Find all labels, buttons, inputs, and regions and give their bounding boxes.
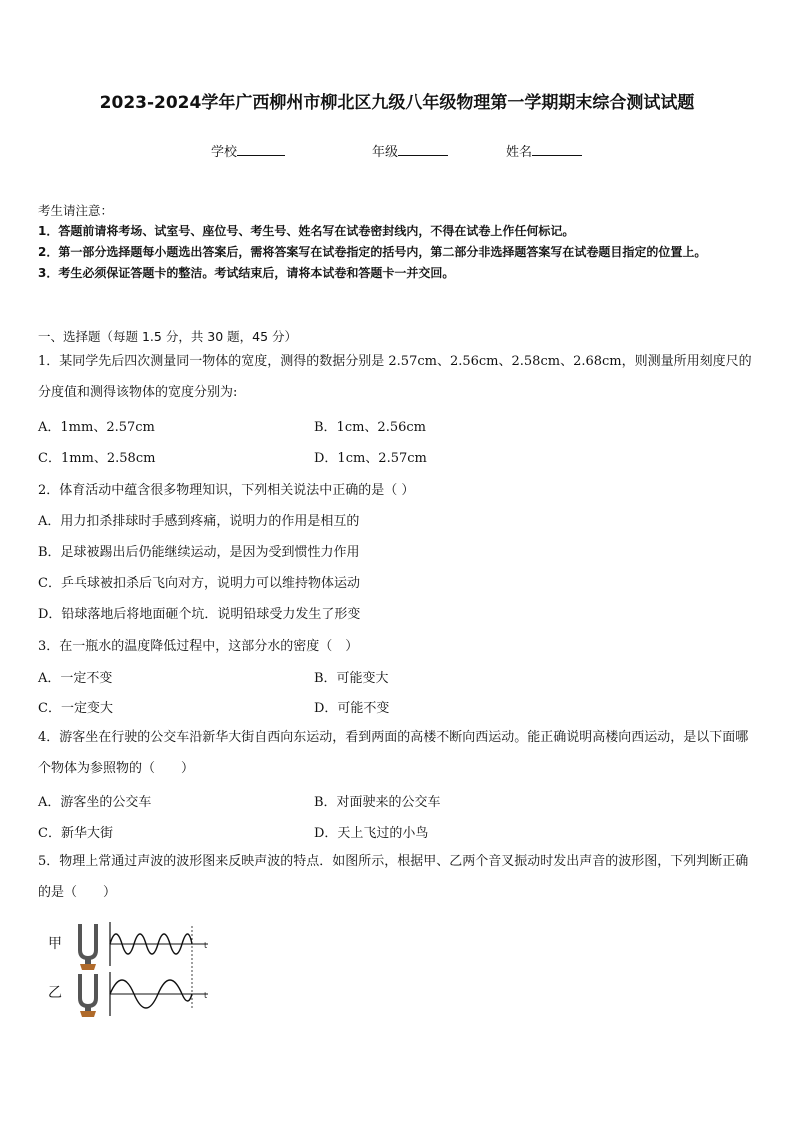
name-blank[interactable] (532, 143, 582, 156)
tuning-fork-yi-icon (80, 974, 96, 1017)
q1-option-a[interactable]: A．1mm、2.57cm (38, 420, 155, 435)
question-1-stem: 1．某同学先后四次测量同一物体的宽度，测得的数据分别是 2.57cm、2.56cm、2.58cm、2.68cm，则测量所用刻度尺的分度值和测得该物体的宽度分别为: (38, 354, 752, 400)
waveform-yi (110, 972, 208, 1016)
q3-option-a[interactable]: A．一定不变 (38, 671, 113, 686)
notice-item-1: 1．答题前请将考场、试室号、座位号、考生号、姓名写在试卷密封线内，不得在试卷上作任何标记。 (38, 224, 575, 238)
q1-option-c[interactable]: C．1mm、2.58cm (38, 451, 156, 466)
notice-block (38, 200, 760, 284)
name-label: 姓名 (506, 145, 533, 160)
svg-text:t: t (204, 941, 208, 950)
name-field (506, 141, 582, 160)
waveform-jia (110, 922, 208, 966)
notice-item-3: 3．考生必须保证答题卡的整洁。考试结束后，请将本试卷和答题卡一并交回。 (38, 266, 455, 280)
section-heading: 一、选择题（每题 1.5 分，共 30 题，45 分） (38, 329, 298, 344)
exam-title: 2023-2024学年广西柳州市柳北区九级八年级物理第一学期期末综合测试试题 (99, 93, 695, 113)
q3-option-b[interactable]: B．可能变大 (314, 671, 389, 686)
school-blank[interactable] (237, 143, 285, 156)
question-2-stem: 2．体育活动中蕴含很多物理知识，下列相关说法中正确的是（ ） (38, 483, 415, 498)
question-5-stem: 5．物理上常通过声波的波形图来反映声波的特点．如图所示，根据甲、乙两个音叉振动时发出声音的波形图，下列判断正确的是（ ） (38, 854, 749, 900)
question-4-stem: 4．游客坐在行驶的公交车沿新华大街自西向东运动，看到两面的高楼不断向西运动。能正确说明高楼向西运动，是以下面哪个物体为参照物的（ ） (38, 730, 749, 776)
notice-item-2: 2．第一部分选择题每小题选出答案后，需将答案写在试卷指定的括号内，第二部分非选择题答案写在试卷题目指定的位置上。 (38, 245, 707, 259)
figure-label-jia: 甲 (48, 936, 62, 952)
q2-option-a[interactable]: A．用力扣杀排球时手感到疼痛，说明力的作用是相互的 (38, 514, 360, 529)
q3-option-c[interactable]: C．一定变大 (38, 701, 113, 716)
q2-option-c[interactable]: C．乒乓球被扣杀后飞向对方，说明力可以维持物体运动 (38, 576, 360, 591)
school-label: 学校 (211, 145, 238, 160)
q2-option-b[interactable]: B．足球被踢出后仍能继续运动，是因为受到惯性力作用 (38, 545, 360, 560)
grade-blank[interactable] (398, 143, 448, 156)
tuning-fork-jia-icon (80, 924, 96, 970)
q4-option-d[interactable]: D．天上飞过的小鸟 (314, 826, 429, 841)
q4-option-c[interactable]: C．新华大街 (38, 826, 113, 841)
question-3-stem: 3．在一瓶水的温度降低过程中，这部分水的密度（ ） (38, 639, 359, 654)
tuning-fork-waveform-figure (44, 918, 224, 1018)
notice-heading: 考生请注意： (38, 203, 114, 218)
q1-option-b[interactable]: B．1cm、2.56cm (314, 420, 426, 435)
q3-option-d[interactable]: D．可能不变 (314, 701, 390, 716)
grade-field (372, 141, 448, 160)
school-field (211, 141, 285, 160)
q4-option-a[interactable]: A．游客坐的公交车 (38, 795, 152, 810)
grade-label: 年级 (372, 145, 399, 160)
q1-option-d[interactable]: D．1cm、2.57cm (314, 451, 427, 466)
svg-text:t: t (204, 991, 208, 1000)
q2-option-d[interactable]: D．铅球落地后将地面砸个坑．说明铅球受力发生了形变 (38, 607, 361, 622)
figure-label-yi: 乙 (48, 985, 62, 1001)
q4-option-b[interactable]: B．对面驶来的公交车 (314, 795, 441, 810)
